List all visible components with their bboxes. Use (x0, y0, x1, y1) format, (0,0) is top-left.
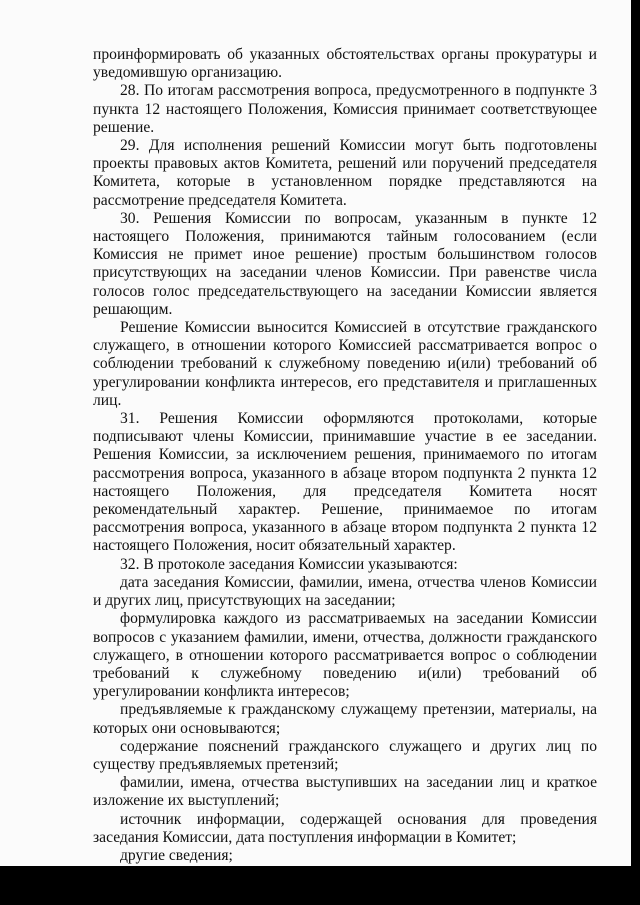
protocol-item-other: другие сведения; (120, 846, 233, 864)
paragraph-continuation: проинформировать об указанных обстоятельствах органы прокуратуры и уведомившую организацию. (93, 46, 597, 82)
protocol-item-date: дата заседания Комиссии, фамилии, имена, отчества членов Комиссии и других лиц, присутствующих на заседании; (93, 573, 597, 610)
scan-border-right (631, 0, 640, 905)
protocol-item-speakers: фамилии, имена, отчества выступивших на заседании лиц и краткое изложение их выступлений; (93, 774, 597, 810)
document-body (93, 46, 597, 902)
paragraph-30-decision: Решение Комиссии выносится Комиссией в отсутствие гражданского служащего, в отношении которого Комиссией рассматривается вопрос о соблюдении требований к служебному поведению и(или) требований об урегулировании конфликта интересов, его представителя и приглашенных лиц. (93, 319, 597, 409)
protocol-item-wording: формулировка каждого из рассматриваемых на заседании Комиссии вопросов с указанием фамилии, имени, отчества, должности гражданского служащего, в отношении которого рассматривается вопрос о соблюдении требований к служебному поведению и(или) требований об урегулировании конфликта интересов; (93, 610, 597, 701)
scan-border-bottom (0, 866, 640, 905)
paragraph-30: 30. Решения Комиссии по вопросам, указанным в пункте 12 настоящего Положения, принимаются тайным голосованием (если Комиссия не примет иное решение) простым большинством голосов присутствующих на заседании членов Комиссии. При равенстве числа голосов голос председательствующего на заседании Комиссии является решающим. (93, 209, 597, 318)
protocol-item-claims: предъявляемые к гражданскому служащему претензии, материалы, на которых они основываются; (93, 701, 597, 737)
protocol-item-source: источник информации, содержащей основания для проведения заседания Комиссии, дата поступления информации в Комитет; (93, 810, 597, 846)
paragraph-31: 31. Решения Комиссии оформляются протоколами, которые подписывают члены Комиссии, принимавшие участие в ее заседании. Решения Комиссии, за исключением решения, принимаемого по итогам рассмотрения вопроса, указанного в абзаце втором подпункта 2 пункта 12 настоящего Положения, для председателя Комитета носят рекомендательный характер. Решение, принимаемое по итогам рассмотрения вопроса, указанного в абзаце втором подпункта 2 пункта 12 настоящего Положения, носит обязательный характер. (93, 410, 597, 555)
paragraph-29: 29. Для исполнения решений Комиссии могут быть подготовлены проекты правовых актов Комитета, решений или поручений председателя Комитета, которые в установленном порядке представляются на рассмотрение председателя Комитета. (93, 137, 597, 209)
paragraph-32: 32. В протоколе заседания Комиссии указываются: (120, 555, 458, 573)
protocol-item-explanations: содержание пояснений гражданского служащего и других лиц по существу предъявляемых претензий; (93, 737, 597, 773)
paragraph-28: 28. По итогам рассмотрения вопроса, предусмотренного в подпункте 3 пункта 12 настоящего Положения, Комиссия принимает соответствующее решение. (93, 82, 597, 136)
